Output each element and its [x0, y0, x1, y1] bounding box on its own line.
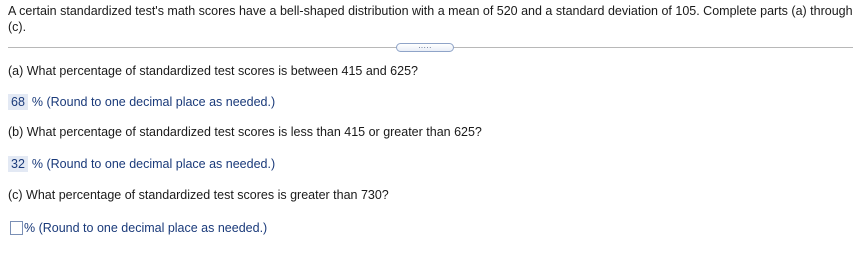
answer-a-value[interactable]: 68: [8, 94, 28, 110]
answer-c-row: [10, 218, 267, 238]
question-b: (b) What percentage of standardized test scores is less than 415 or greater than 625?: [8, 125, 482, 139]
answer-a-instructions: % (Round to one decimal place as needed.): [31, 95, 276, 109]
section-divider: [8, 43, 853, 53]
ellipsis-icon: .....: [418, 41, 432, 50]
answer-b-instructions: % (Round to one decimal place as needed.): [31, 157, 276, 171]
answer-c-input[interactable]: [10, 221, 23, 235]
answer-b-row: [8, 154, 275, 174]
question-a: (a) What percentage of standardized test scores is between 415 and 625?: [8, 64, 418, 78]
answer-c-instructions: % (Round to one decimal place as needed.): [24, 221, 268, 235]
answer-a-row: [8, 92, 275, 112]
problem-statement: A certain standardized test's math scores have a bell-shaped distribution with a mean of 520 and a standard deviation of 105. Complete parts (a) through (c).: [8, 4, 853, 34]
answer-b-value[interactable]: 32: [8, 156, 28, 172]
question-c: (c) What percentage of standardized test scores is greater than 730?: [8, 188, 389, 202]
expand-more-button[interactable]: [396, 43, 454, 52]
